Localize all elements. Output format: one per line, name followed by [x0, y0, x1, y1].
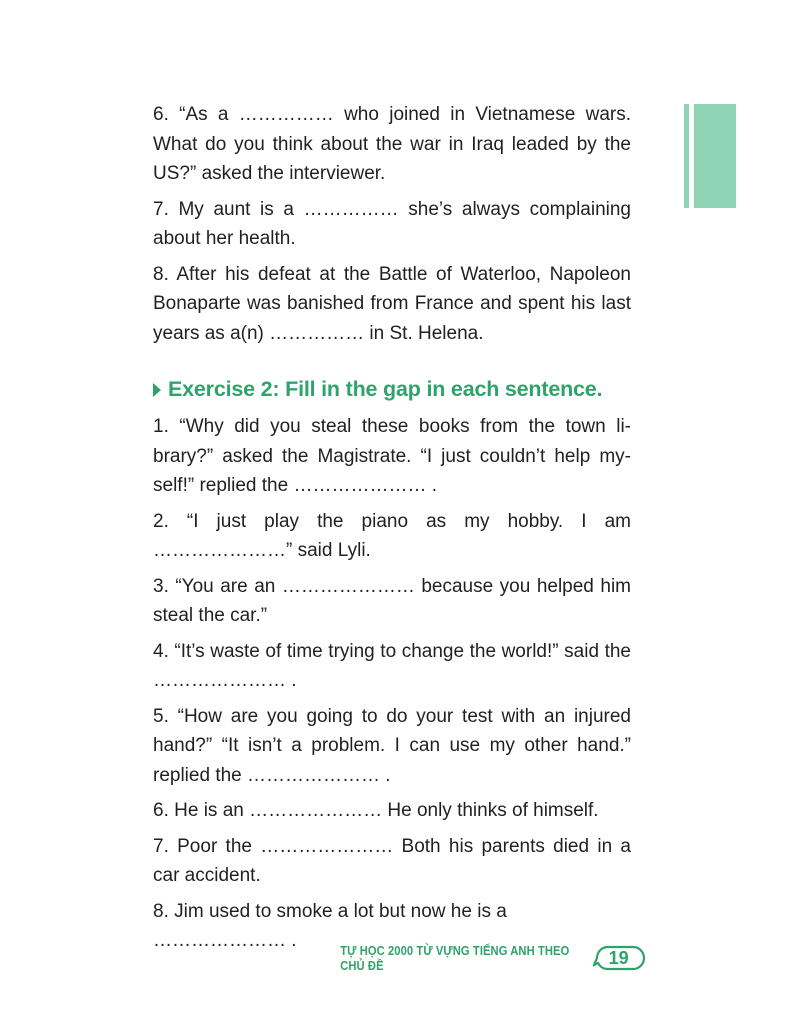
page-number: 19 — [608, 947, 629, 968]
page-number-badge — [593, 943, 640, 973]
exercise2-item-3: 3. “You are an ………………… because you helped him steal the car.” — [153, 575, 631, 626]
exercise2-item-1: 1. “Why did you steal these books from the town li-brary?” asked the Magistrate. “I just couldn’t help my-self!” replied the ………………… . — [153, 416, 631, 496]
page-content — [153, 100, 631, 962]
exercise2-item-5: 5. “How are you going to do your test with an injured hand?” “It isn’t a problem. I can use my other hand.” replied the ………………… . — [153, 705, 631, 786]
exercise2-item-8: 8. Jim used to smoke a lot but now he is a ………………… . — [153, 900, 507, 951]
exercise1-item-8: 8. After his defeat at the Battle of Waterloo, Napoleon Bonaparte was banished from France and spent his last years as a(n) …………… in St. Helena. — [153, 263, 631, 344]
page-footer — [300, 941, 640, 975]
exercise2-item-2: 2. “I just play the piano as my hobby. I am …………………” said Lyli. — [153, 510, 631, 561]
exercise2-item-4: 4. “It’s waste of time trying to change the world!” said the ………………… . — [153, 640, 631, 691]
exercise2-item-6: 6. He is an ………………… He only thinks of himself. — [153, 800, 599, 821]
side-tab-marker — [684, 104, 736, 208]
exercise1-item-7: 7. My aunt is a …………… she’s always complaining about her health. — [153, 198, 631, 249]
triangle-bullet-icon — [153, 383, 161, 397]
exercise2-heading — [153, 377, 631, 402]
exercise2-item-7: 7. Poor the ………………… Both his parents died in a car accident. — [153, 835, 631, 886]
exercise2-heading-text: Exercise 2: Fill in the gap in each sentence. — [168, 377, 603, 401]
book-title: TỰ HỌC 2000 TỪ VỰNG TIẾNG ANH THEO CHỦ ĐỀ — [340, 943, 570, 973]
exercise1-item-6: 6. “As a …………… who joined in Vietnamese wars. What do you think about the war in Iraq leaded by the US?” asked the interviewer. — [153, 104, 631, 184]
